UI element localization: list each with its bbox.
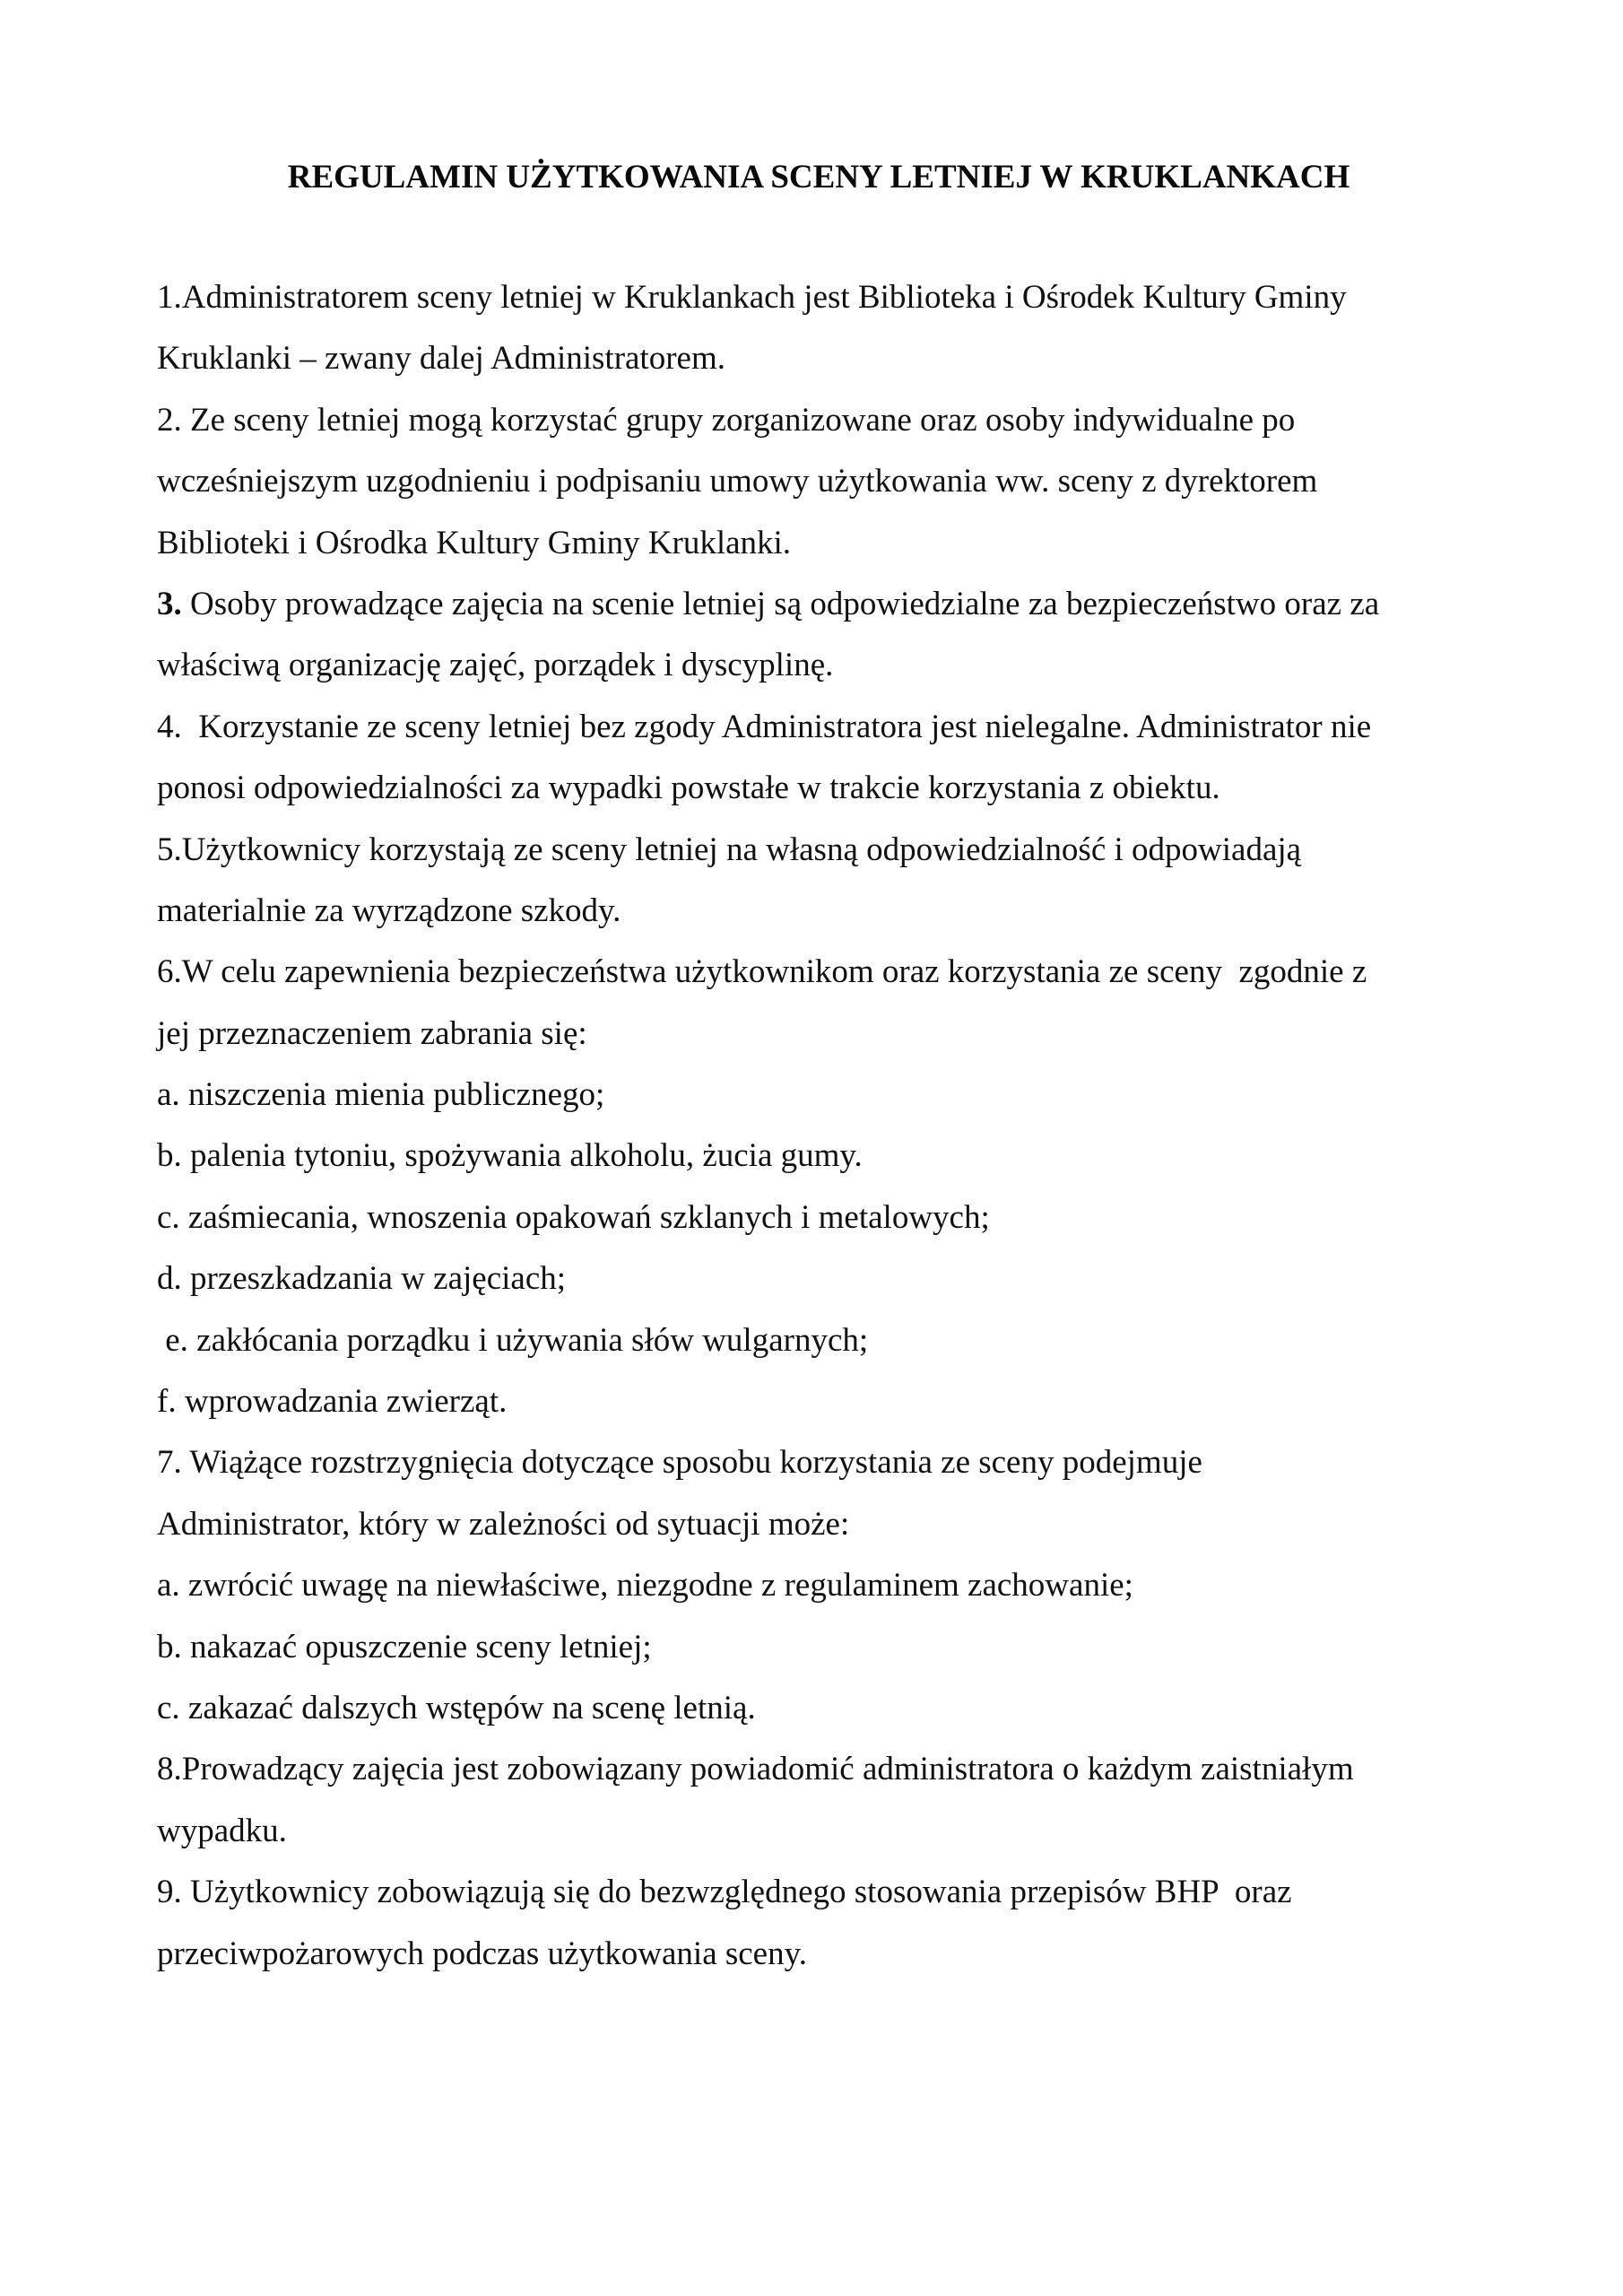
paragraph-5-line-2: materialnie za wyrządzone szkody. (157, 891, 621, 929)
paragraph-4-line-2: ponosi odpowiedzialności za wypadki powstałe w trakcie korzystania z obiektu. (157, 770, 1220, 807)
paragraph-2-line-1: 2. Ze sceny letniej mogą korzystać grupy zorganizowane oraz osoby indywidualne po (157, 401, 1296, 439)
paragraph-3-text: Osoby prowadzące zajęcia na scenie letniej są odpowiedzialne za bezpieczeństwo oraz za (181, 585, 1380, 622)
paragraph-7-line-2: Administrator, który w zależności od sytuacji może: (157, 1505, 850, 1543)
paragraph-2-line-2: wcześniejszym uzgodnieniu i podpisaniu umowy użytkowania ww. sceny z dyrektorem (157, 463, 1318, 500)
paragraph-6-item-d: d. przeszkadzania w zajęciach; (157, 1260, 567, 1298)
paragraph-9-line-2: przeciwpożarowych podczas użytkowania sceny. (157, 1935, 807, 1972)
paragraph-7-item-c: c. zakazać dalszych wstępów na scenę letnią. (157, 1689, 756, 1726)
paragraph-6-line-1: 6.W celu zapewnienia bezpieczeństwa użytkownikom oraz korzystania ze sceny zgodnie z (157, 953, 1367, 991)
paragraph-6-item-c: c. zaśmiecania, wnoszenia opakowań szklanych i metalowych; (157, 1198, 990, 1236)
paragraph-6-item-f: f. wprowadzania zwierząt. (157, 1383, 508, 1421)
paragraph-9-line-1: 9. Użytkownicy zobowiązują się do bezwzględnego stosowania przepisów BHP oraz (157, 1874, 1292, 1911)
paragraph-6-item-e: e. zakłócania porządku i używania słów wulgarnych; (157, 1321, 869, 1359)
paragraph-5-line-1: 5.Użytkownicy korzystają ze sceny letniej na własną odpowiedzialność i odpowiadają (157, 831, 1302, 868)
paragraph-6-item-a: a. niszczenia mienia publicznego; (157, 1076, 605, 1114)
paragraph-3-line-2: właściwą organizację zajęć, porządek i dyscyplinę. (157, 647, 834, 684)
paragraph-8-line-1: 8.Prowadzący zajęcia jest zobowiązany powiadomić administratora o każdym zaistniałym (157, 1751, 1354, 1788)
paragraph-4-line-1: 4. Korzystanie ze sceny letniej bez zgody Administratora jest nielegalne. Administrator nie (157, 708, 1372, 745)
paragraph-6-item-b: b. palenia tytoniu, spożywania alkoholu, żucia gumy. (157, 1137, 863, 1175)
document-title: REGULAMIN UŻYTKOWANIA SCENY LETNIEJ W KRUKLANKACH (287, 159, 1350, 196)
paragraph-2-line-3: Biblioteki i Ośrodka Kultury Gminy Kruklanki. (157, 524, 792, 561)
paragraph-3-number: 3. (157, 585, 182, 622)
paragraph-7-item-a: a. zwrócić uwagę na niewłaściwe, niezgodne z regulaminem zachowanie; (157, 1567, 1133, 1605)
paragraph-6-line-2: jej przeznaczeniem zabrania się: (157, 1014, 587, 1052)
paragraph-3-line-1 (157, 574, 1556, 635)
document-body (157, 267, 1556, 1985)
paragraph-8-line-2: wypadku. (157, 1812, 287, 1849)
paragraph-7-line-1: 7. Wiążące rozstrzygnięcia dotyczące sposobu korzystania ze sceny podejmuje (157, 1444, 1202, 1482)
paragraph-1-line-2: Kruklanki – zwany dalej Administratorem. (157, 340, 725, 378)
paragraph-1-line-1: 1.Administratorem sceny letniej w Kruklankach jest Biblioteka i Ośrodek Kultury Gminy (157, 279, 1347, 316)
paragraph-7-item-b: b. nakazać opuszczenie sceny letniej; (157, 1628, 652, 1665)
